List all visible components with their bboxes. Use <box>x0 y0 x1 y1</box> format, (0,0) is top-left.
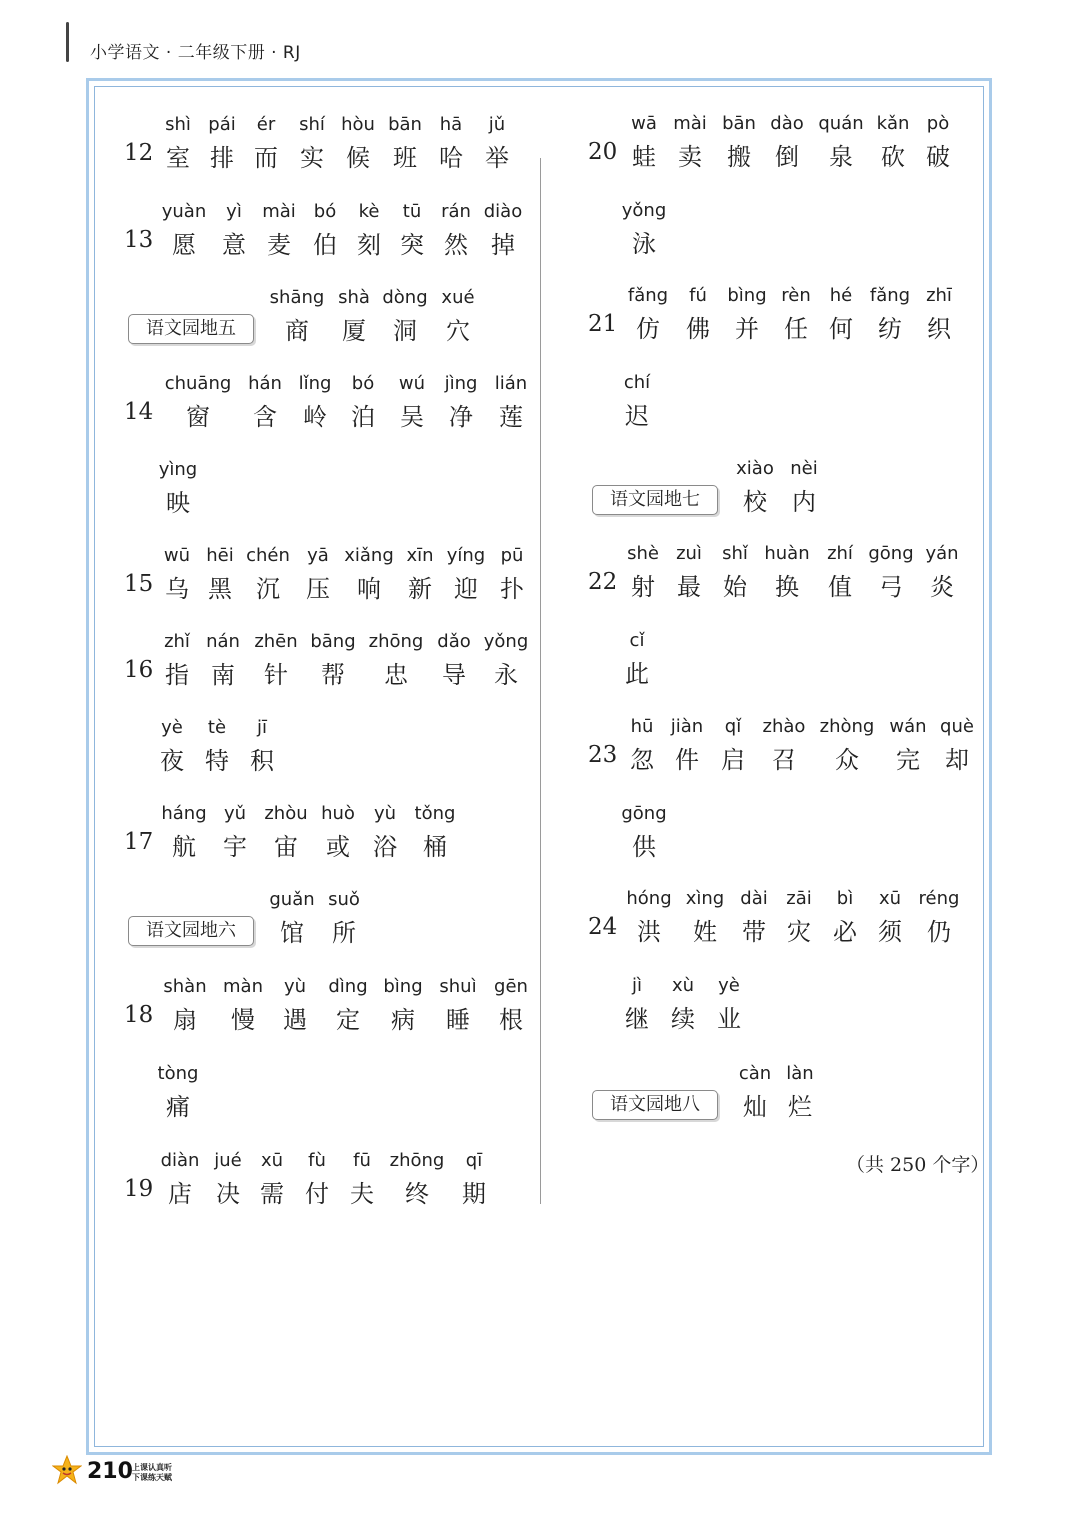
pinyin: xīn <box>406 545 434 566</box>
pinyin: shǐ <box>722 543 748 564</box>
pinyin: quán <box>818 113 864 134</box>
hanzi-character: 新 <box>408 575 432 603</box>
hanzi-character: 忠 <box>384 661 408 689</box>
pinyin: zhēn <box>254 631 298 652</box>
hanzi-character: 灿 <box>743 1093 767 1121</box>
hanzi-character: 带 <box>742 918 766 946</box>
pinyin: yìng <box>158 459 198 480</box>
hanzi-character: 店 <box>168 1180 192 1208</box>
hanzi-character: 倒 <box>775 143 799 171</box>
hanzi-character: 岭 <box>303 403 327 431</box>
hanzi-character: 任 <box>784 315 808 343</box>
pinyin: zuì <box>676 543 702 564</box>
hanzi-character: 航 <box>172 833 196 861</box>
hanzi-character: 桶 <box>423 833 447 861</box>
hanzi-character: 并 <box>735 315 759 343</box>
pinyin: yì <box>226 201 242 222</box>
pinyin: shāng <box>269 287 325 308</box>
pinyin: hóng <box>626 888 672 909</box>
pinyin: jì <box>631 975 643 996</box>
hanzi-character: 何 <box>829 315 853 343</box>
pinyin: hé <box>829 285 853 306</box>
hanzi-character: 痛 <box>166 1093 190 1121</box>
hanzi-character: 织 <box>927 315 951 343</box>
hanzi-character: 而 <box>254 144 278 172</box>
hanzi-character: 仿 <box>636 315 660 343</box>
footer-slogan <box>132 1463 172 1483</box>
lesson-number: 14 <box>124 399 154 425</box>
pinyin: gōng <box>621 803 667 824</box>
pinyin: xū <box>260 1150 284 1171</box>
hanzi-character: 始 <box>723 573 747 601</box>
hanzi-character: 扑 <box>500 575 524 603</box>
hanzi-character: 仍 <box>927 918 951 946</box>
pinyin: hā <box>439 114 463 135</box>
hanzi-character: 永 <box>494 661 518 689</box>
pinyin: yǒng <box>621 200 667 221</box>
hanzi-character: 供 <box>632 833 656 861</box>
hanzi-character: 举 <box>485 144 509 172</box>
lesson-number: 16 <box>124 657 154 683</box>
hanzi-character: 换 <box>775 573 799 601</box>
hanzi-character: 射 <box>631 573 655 601</box>
hanzi-character: 意 <box>222 231 246 259</box>
hanzi-character: 炎 <box>930 573 954 601</box>
hanzi-character: 商 <box>285 317 309 345</box>
pinyin: màn <box>223 976 263 997</box>
pinyin: fǎng <box>627 285 669 306</box>
hanzi-character: 根 <box>499 1006 523 1034</box>
hanzi-character: 馆 <box>280 919 304 947</box>
hanzi-character: 然 <box>444 231 468 259</box>
pinyin: háng <box>161 803 207 824</box>
hanzi-character: 厦 <box>342 317 366 345</box>
hanzi-character: 搬 <box>727 143 751 171</box>
hanzi-character: 南 <box>211 661 235 689</box>
hanzi-character: 穴 <box>446 317 470 345</box>
hanzi-character: 却 <box>945 746 969 774</box>
pinyin: zhào <box>762 716 806 737</box>
hanzi-character: 期 <box>462 1180 486 1208</box>
pinyin: shè <box>627 543 659 564</box>
pinyin: tè <box>207 717 227 738</box>
pinyin: wū <box>163 545 191 566</box>
hanzi-character: 召 <box>772 746 796 774</box>
pinyin: fù <box>308 1150 326 1171</box>
hanzi-character: 砍 <box>881 143 905 171</box>
hanzi-character: 夜 <box>160 747 184 775</box>
pinyin: mài <box>673 113 707 134</box>
lesson-number: 19 <box>124 1176 154 1202</box>
lesson-number: 22 <box>588 569 618 595</box>
hanzi-character: 值 <box>828 573 852 601</box>
pinyin: zhī <box>926 285 952 306</box>
pinyin: hū <box>630 716 654 737</box>
hanzi-character: 宙 <box>274 833 298 861</box>
hanzi-character: 迟 <box>625 402 649 430</box>
pinyin: dǎo <box>437 631 471 652</box>
pinyin: yù <box>283 976 307 997</box>
pinyin: dìng <box>328 976 368 997</box>
pinyin: yè <box>161 717 183 738</box>
hanzi-character: 净 <box>449 403 473 431</box>
pinyin: suǒ <box>328 889 360 910</box>
hanzi-character: 掉 <box>491 231 515 259</box>
hanzi-character: 所 <box>332 919 356 947</box>
hanzi-character: 沉 <box>256 575 280 603</box>
pinyin: hán <box>248 373 282 394</box>
pinyin: pò <box>926 113 950 134</box>
pinyin: pū <box>500 545 524 566</box>
hanzi-character: 须 <box>878 918 902 946</box>
hanzi-character: 莲 <box>499 403 523 431</box>
pinyin: zhòu <box>264 803 308 824</box>
hanzi-character: 压 <box>306 575 330 603</box>
hanzi-character: 睡 <box>446 1006 470 1034</box>
column-divider <box>540 158 541 1204</box>
hanzi-character: 完 <box>896 746 920 774</box>
pinyin: bān <box>722 113 756 134</box>
hanzi-character: 此 <box>625 660 649 688</box>
hanzi-character: 付 <box>305 1180 329 1208</box>
pinyin: yā <box>307 545 329 566</box>
hanzi-character: 针 <box>264 661 288 689</box>
pinyin: bó <box>313 201 337 222</box>
pinyin: huò <box>321 803 355 824</box>
pinyin: hòu <box>341 114 375 135</box>
hanzi-character: 定 <box>336 1006 360 1034</box>
hanzi-character: 迎 <box>454 575 478 603</box>
pinyin: fú <box>689 285 707 306</box>
pinyin: diàn <box>160 1150 200 1171</box>
star-mascot-icon <box>52 1455 82 1485</box>
hanzi-character: 愿 <box>172 231 196 259</box>
pinyin: xiǎng <box>344 545 394 566</box>
unit-badge: 语文园地五 <box>128 314 254 344</box>
hanzi-character: 宇 <box>223 833 247 861</box>
hanzi-character: 吴 <box>400 403 424 431</box>
pinyin: guǎn <box>269 889 315 910</box>
pinyin: zhōng <box>389 1150 445 1171</box>
hanzi-character: 映 <box>166 489 190 517</box>
hanzi-character: 续 <box>671 1005 695 1033</box>
hanzi-character: 破 <box>926 143 950 171</box>
hanzi-character: 卖 <box>678 143 702 171</box>
footer-slogan-line-2: 下课练天赋 <box>132 1473 172 1482</box>
hanzi-character: 众 <box>835 746 859 774</box>
unit-badge: 语文园地六 <box>128 916 254 946</box>
pinyin: xū <box>878 888 902 909</box>
pinyin: jǔ <box>488 114 506 135</box>
pinyin: dòng <box>382 287 428 308</box>
hanzi-character: 帮 <box>321 661 345 689</box>
hanzi-character: 泊 <box>351 403 375 431</box>
pinyin: bì <box>836 888 854 909</box>
pinyin: shì <box>165 114 191 135</box>
hanzi-character: 病 <box>391 1006 415 1034</box>
hanzi-character: 洞 <box>393 317 417 345</box>
lesson-number: 17 <box>124 829 154 855</box>
pinyin: shí <box>299 114 325 135</box>
hanzi-character: 忽 <box>630 746 654 774</box>
hanzi-character: 遇 <box>283 1006 307 1034</box>
hanzi-character: 黑 <box>208 575 232 603</box>
pinyin: zhòng <box>819 716 875 737</box>
hanzi-character: 突 <box>400 231 424 259</box>
pinyin: tòng <box>157 1063 199 1084</box>
pinyin: bāng <box>310 631 356 652</box>
pinyin: dào <box>770 113 804 134</box>
pinyin: càn <box>738 1063 772 1084</box>
pinyin: nán <box>206 631 240 652</box>
hanzi-character: 扇 <box>173 1006 197 1034</box>
lesson-number: 12 <box>124 140 154 166</box>
page-number: 210 <box>87 1459 133 1484</box>
pinyin: fū <box>353 1150 371 1171</box>
hanzi-character: 泉 <box>829 143 853 171</box>
hanzi-character: 纺 <box>878 315 902 343</box>
hanzi-character: 内 <box>792 488 816 516</box>
hanzi-character: 乌 <box>165 575 189 603</box>
hanzi-character: 业 <box>717 1005 741 1033</box>
pinyin: nèi <box>790 458 818 479</box>
pinyin: tū <box>402 201 422 222</box>
pinyin: làn <box>786 1063 814 1084</box>
hanzi-character: 伯 <box>313 231 337 259</box>
pinyin: zhí <box>827 543 853 564</box>
hanzi-character: 特 <box>205 747 229 775</box>
total-character-count: （共 250 个字） <box>846 1154 990 1176</box>
hanzi-character: 姓 <box>693 918 717 946</box>
pinyin: zhōng <box>368 631 424 652</box>
hanzi-character: 决 <box>216 1180 240 1208</box>
pinyin: rèn <box>781 285 811 306</box>
unit-badge: 语文园地八 <box>592 1090 718 1120</box>
lesson-number: 23 <box>588 742 618 768</box>
hanzi-character: 或 <box>326 833 350 861</box>
pinyin: bó <box>351 373 375 394</box>
pinyin: lǐng <box>298 373 332 394</box>
hanzi-character: 班 <box>393 144 417 172</box>
hanzi-character: 候 <box>346 144 370 172</box>
lesson-number: 24 <box>588 914 618 940</box>
pinyin: jī <box>256 717 268 738</box>
pinyin: pái <box>208 114 236 135</box>
pinyin: yuàn <box>161 201 207 222</box>
hanzi-character: 泳 <box>632 230 656 258</box>
footer-slogan-line-1: 上课认真听 <box>132 1463 172 1472</box>
pinyin: yǒng <box>483 631 529 652</box>
pinyin: yíng <box>446 545 486 566</box>
pinyin: bān <box>388 114 422 135</box>
pinyin: chí <box>623 372 651 393</box>
pinyin: yán <box>925 543 959 564</box>
hanzi-character: 响 <box>357 575 381 603</box>
hanzi-character: 洪 <box>637 918 661 946</box>
hanzi-character: 灾 <box>787 918 811 946</box>
pinyin: xué <box>441 287 475 308</box>
hanzi-character: 指 <box>165 661 189 689</box>
hanzi-character: 终 <box>405 1180 429 1208</box>
pinyin: què <box>940 716 974 737</box>
lesson-number: 20 <box>588 139 618 165</box>
page-header-title: 小学语文 · 二年级下册 · RJ <box>90 43 301 63</box>
hanzi-character: 最 <box>677 573 701 601</box>
pinyin: chuāng <box>164 373 232 394</box>
lesson-number: 21 <box>588 311 618 337</box>
pinyin: kǎn <box>876 113 910 134</box>
hanzi-character: 室 <box>166 144 190 172</box>
pinyin: rán <box>441 201 471 222</box>
pinyin: jué <box>214 1150 242 1171</box>
hanzi-character: 刻 <box>357 231 381 259</box>
pinyin: shuì <box>439 976 477 997</box>
hanzi-character: 实 <box>300 144 324 172</box>
pinyin: shàn <box>163 976 207 997</box>
hanzi-character: 麦 <box>267 231 291 259</box>
pinyin: chén <box>246 545 290 566</box>
hanzi-character: 蛙 <box>632 143 656 171</box>
pinyin: wā <box>631 113 657 134</box>
pinyin: yù <box>373 803 397 824</box>
hanzi-character: 继 <box>625 1005 649 1033</box>
pinyin: gōng <box>868 543 914 564</box>
hanzi-character: 必 <box>833 918 857 946</box>
hanzi-character: 浴 <box>373 833 397 861</box>
pinyin: kè <box>358 201 380 222</box>
pinyin: ér <box>256 114 276 135</box>
pinyin: wú <box>398 373 426 394</box>
pinyin: shà <box>338 287 370 308</box>
hanzi-character: 排 <box>210 144 234 172</box>
pinyin: dài <box>740 888 768 909</box>
pinyin: jìng <box>444 373 478 394</box>
lesson-number: 13 <box>124 227 154 253</box>
pinyin: mài <box>262 201 296 222</box>
pinyin: zāi <box>786 888 812 909</box>
hanzi-character: 启 <box>721 746 745 774</box>
pinyin: jiàn <box>670 716 704 737</box>
pinyin: qī <box>465 1150 483 1171</box>
hanzi-character: 导 <box>442 661 466 689</box>
hanzi-character: 积 <box>250 747 274 775</box>
hanzi-character: 慢 <box>231 1006 255 1034</box>
lesson-number: 15 <box>124 571 154 597</box>
header-bar <box>66 22 69 62</box>
pinyin: diào <box>483 201 523 222</box>
hanzi-character: 含 <box>253 403 277 431</box>
hanzi-character: 件 <box>675 746 699 774</box>
pinyin: réng <box>918 888 960 909</box>
pinyin: bìng <box>383 976 423 997</box>
hanzi-character: 校 <box>743 488 767 516</box>
pinyin: cǐ <box>629 630 645 651</box>
pinyin: bìng <box>727 285 767 306</box>
pinyin: huàn <box>764 543 810 564</box>
pinyin: yǔ <box>223 803 247 824</box>
pinyin: zhǐ <box>164 631 190 652</box>
pinyin: xù <box>671 975 695 996</box>
pinyin: gēn <box>494 976 528 997</box>
pinyin: yè <box>718 975 740 996</box>
unit-badge: 语文园地七 <box>592 485 718 515</box>
pinyin: tǒng <box>414 803 456 824</box>
lesson-number: 18 <box>124 1002 154 1028</box>
hanzi-character: 需 <box>260 1180 284 1208</box>
pinyin: xiào <box>736 458 774 479</box>
hanzi-character: 窗 <box>186 403 210 431</box>
pinyin: qǐ <box>724 716 742 737</box>
pinyin: wán <box>889 716 927 737</box>
hanzi-character: 弓 <box>879 573 903 601</box>
pinyin: xìng <box>685 888 725 909</box>
hanzi-character: 烂 <box>788 1093 812 1121</box>
hanzi-character: 夫 <box>350 1180 374 1208</box>
hanzi-character: 哈 <box>439 144 463 172</box>
hanzi-character: 佛 <box>686 315 710 343</box>
pinyin: fǎng <box>869 285 911 306</box>
pinyin: hēi <box>206 545 234 566</box>
pinyin: lián <box>494 373 528 394</box>
